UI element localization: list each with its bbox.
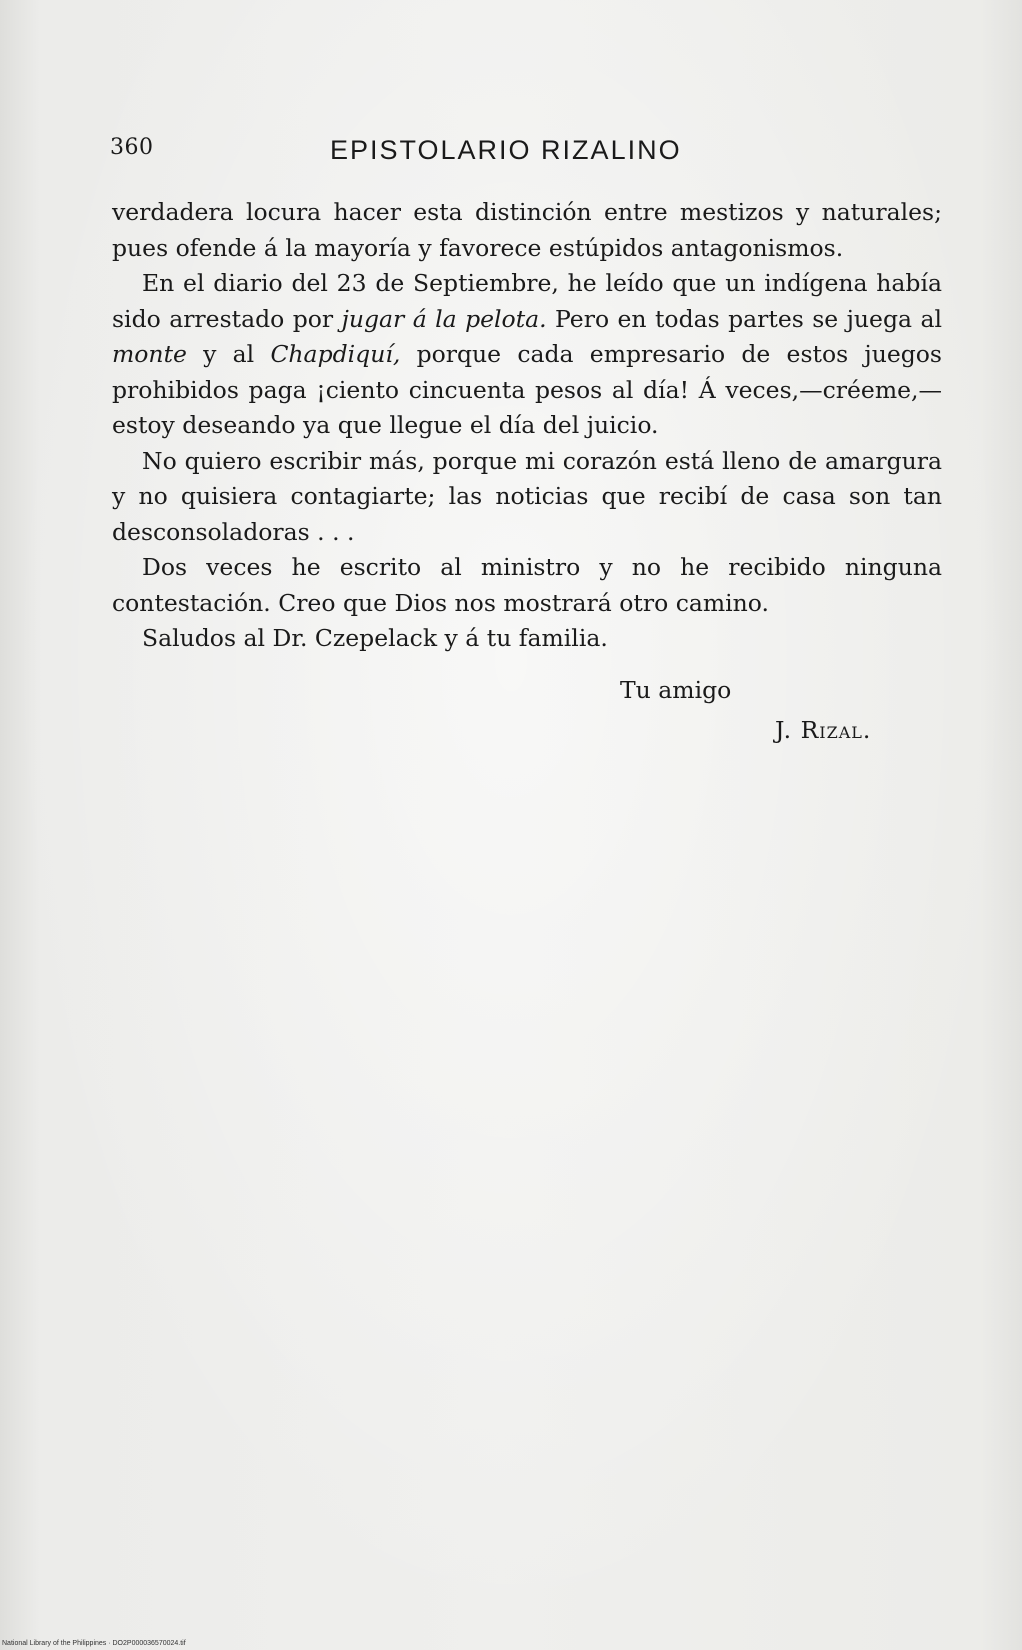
paragraph-4: Dos veces he escrito al ministro y no he recibido ninguna contestación. Creo que Dios nos mostrará otro camino. [112,553,942,617]
page-header [110,135,910,175]
paragraph-1: verdadera locura hacer esta distinción entre mestizos y naturales; pues ofende á la mayoría y favorece estúpidos antagonismos. [112,198,942,262]
signature-initial: J. [775,716,793,744]
scan-credit: National Library of the Philippines · DO2P000036570024.tif [2,1640,186,1647]
paragraph-2-text-d: porque cada empresario de estos juegos prohibidos paga ¡ciento cincuenta pesos al día! Á veces,—créeme,—estoy deseando ya que llegue el día del juicio. [112,340,942,439]
letter-body [112,195,942,657]
closing-line: Tu amigo [620,676,732,704]
signature [775,716,871,744]
running-title: EPISTOLARIO RIZALINO [330,135,682,165]
italic-chapdiqui: Chapdiquí, [270,340,401,368]
paragraph-3: No quiero escribir más, porque mi corazón está lleno de amargura y no quisiera contagiarte; las noticias que recibí de casa son tan desconsoladoras . . . [112,446,942,546]
paragraph-2-text-a: En el diario del 23 de Septiembre, he leído que un indígena había sido arrestado por [112,269,942,333]
italic-monte: monte [112,340,187,368]
paragraph-5: Saludos al Dr. Czepelack y á tu familia. [142,624,608,652]
page-number: 360 [110,135,154,160]
paragraph-2-text-c: y al [186,340,271,368]
signature-name: Rizal. [800,716,872,744]
paragraph-2-text-b: Pero en todas partes se juega al [546,304,942,333]
paragraph-2 [112,266,942,444]
italic-jugar-a-la-pelota: jugar á la pelota. [341,304,547,333]
